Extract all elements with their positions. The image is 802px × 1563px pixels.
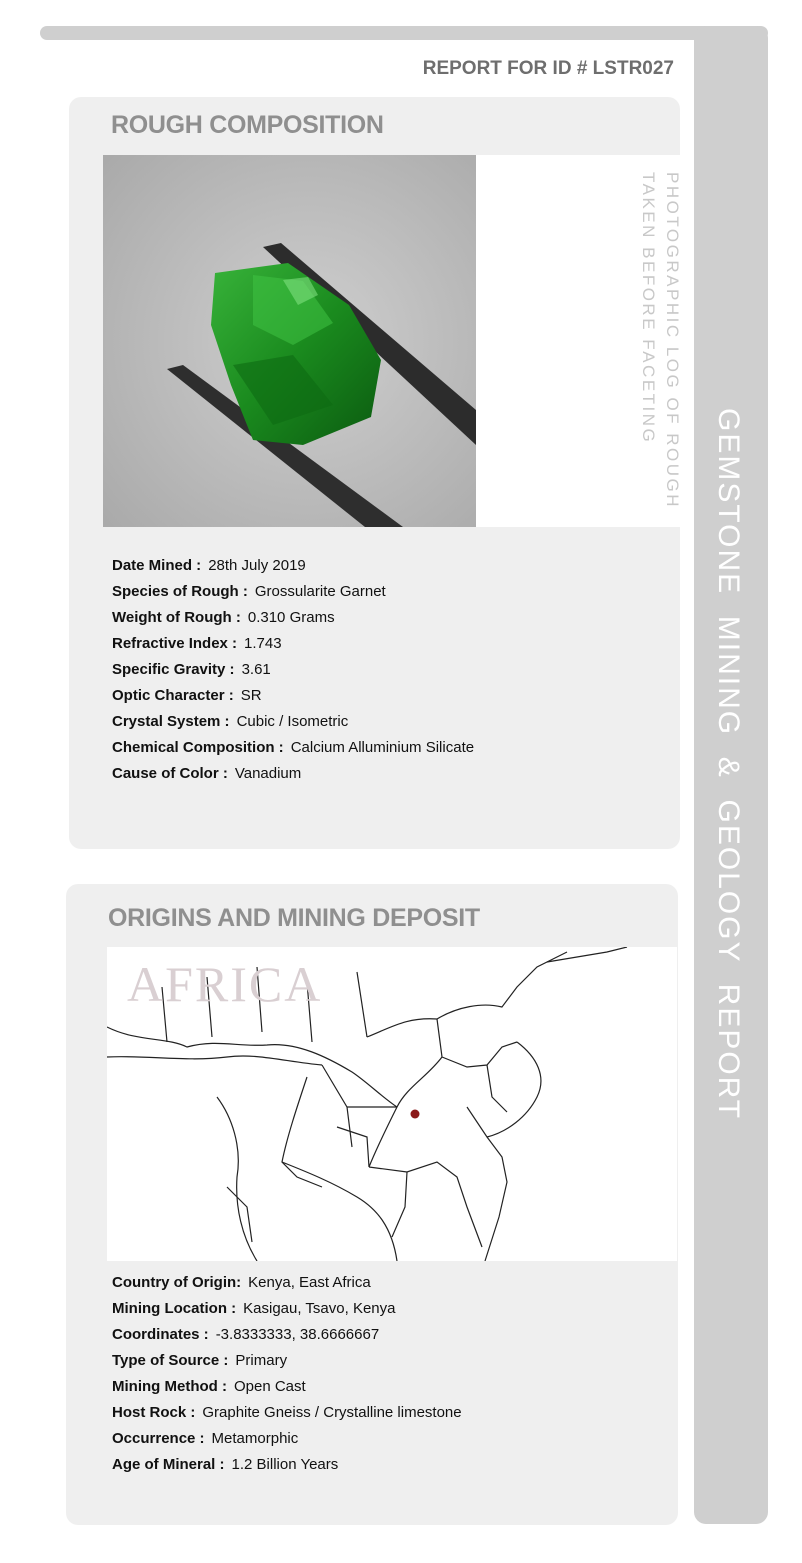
origins-title: ORIGINS AND MINING DEPOSIT xyxy=(108,904,480,932)
detail-value: -3.8333333, 38.6666667 xyxy=(215,1326,380,1343)
detail-label: Optic Character : xyxy=(112,687,234,704)
detail-value: 28th July 2019 xyxy=(208,557,306,574)
detail-label: Crystal System : xyxy=(112,713,230,730)
detail-value: 0.310 Grams xyxy=(247,609,335,626)
detail-row-country xyxy=(112,1270,462,1296)
detail-value: Open Cast xyxy=(233,1378,306,1395)
detail-row-crystal-system xyxy=(112,709,474,735)
detail-label: Mining Method : xyxy=(112,1378,227,1395)
map-region-label: AFRICA xyxy=(127,956,323,1012)
detail-label: Mining Location : xyxy=(112,1300,237,1317)
detail-row-chemical-composition xyxy=(112,735,474,761)
detail-label: Species of Rough : xyxy=(112,583,248,600)
top-border-bar xyxy=(40,26,768,40)
detail-value: 1.743 xyxy=(244,635,282,652)
africa-map xyxy=(107,947,677,1261)
rough-photo xyxy=(103,155,476,527)
detail-value: Graphite Gneiss / Crystalline limestone xyxy=(202,1404,462,1421)
detail-label: Chemical Composition : xyxy=(112,739,284,756)
detail-row-refractive-index xyxy=(112,631,474,657)
detail-label: Host Rock : xyxy=(112,1404,196,1421)
detail-value: Cubic / Isometric xyxy=(236,713,349,730)
rough-details-list xyxy=(112,553,474,787)
detail-label: Weight of Rough : xyxy=(112,609,241,626)
detail-row-host-rock xyxy=(112,1400,462,1426)
detail-value: 3.61 xyxy=(241,661,271,678)
detail-row-date-mined xyxy=(112,553,474,579)
detail-label: Age of Mineral : xyxy=(112,1456,225,1473)
mine-location-marker xyxy=(411,1110,420,1119)
detail-value: 1.2 Billion Years xyxy=(231,1456,339,1473)
detail-label: Type of Source : xyxy=(112,1352,229,1369)
detail-label: Date Mined : xyxy=(112,557,202,574)
detail-row-occurrence xyxy=(112,1426,462,1452)
detail-row-cause-of-color xyxy=(112,761,474,787)
detail-row-species xyxy=(112,579,474,605)
detail-value: Kasigau, Tsavo, Kenya xyxy=(243,1300,396,1317)
detail-value: SR xyxy=(240,687,262,704)
detail-label: Refractive Index : xyxy=(112,635,238,652)
detail-value: Kenya, East Africa xyxy=(248,1274,371,1291)
report-id: REPORT FOR ID # LSTR027 xyxy=(422,58,674,79)
origin-details-list xyxy=(112,1270,462,1478)
detail-value: Grossularite Garnet xyxy=(254,583,386,600)
detail-label: Occurrence : xyxy=(112,1430,205,1447)
detail-value: Metamorphic xyxy=(211,1430,299,1447)
detail-row-mineral-age xyxy=(112,1452,462,1478)
photo-caption-line-1: PHOTOGRAPHIC LOG OF ROUGH xyxy=(663,172,682,510)
detail-row-mining-location xyxy=(112,1296,462,1322)
detail-row-weight xyxy=(112,605,474,631)
detail-value: Vanadium xyxy=(234,765,302,782)
side-banner-title: GEMSTONE MINING & GEOLOGY REPORT xyxy=(712,408,745,1121)
detail-row-source-type xyxy=(112,1348,462,1374)
detail-row-optic-character xyxy=(112,683,474,709)
gem-photo-illustration xyxy=(103,155,476,527)
detail-row-specific-gravity xyxy=(112,657,474,683)
detail-label: Coordinates : xyxy=(112,1326,209,1343)
detail-value: Primary xyxy=(235,1352,288,1369)
detail-row-mining-method xyxy=(112,1374,462,1400)
photo-caption xyxy=(636,172,684,512)
detail-label: Cause of Color : xyxy=(112,765,228,782)
detail-label: Country of Origin: xyxy=(112,1274,242,1291)
detail-label: Specific Gravity : xyxy=(112,661,235,678)
photo-caption-line-2: TAKEN BEFORE FACETING xyxy=(639,172,658,445)
detail-value: Calcium Alluminium Silicate xyxy=(290,739,475,756)
detail-row-coordinates xyxy=(112,1322,462,1348)
rough-composition-title: ROUGH COMPOSITION xyxy=(111,111,384,139)
